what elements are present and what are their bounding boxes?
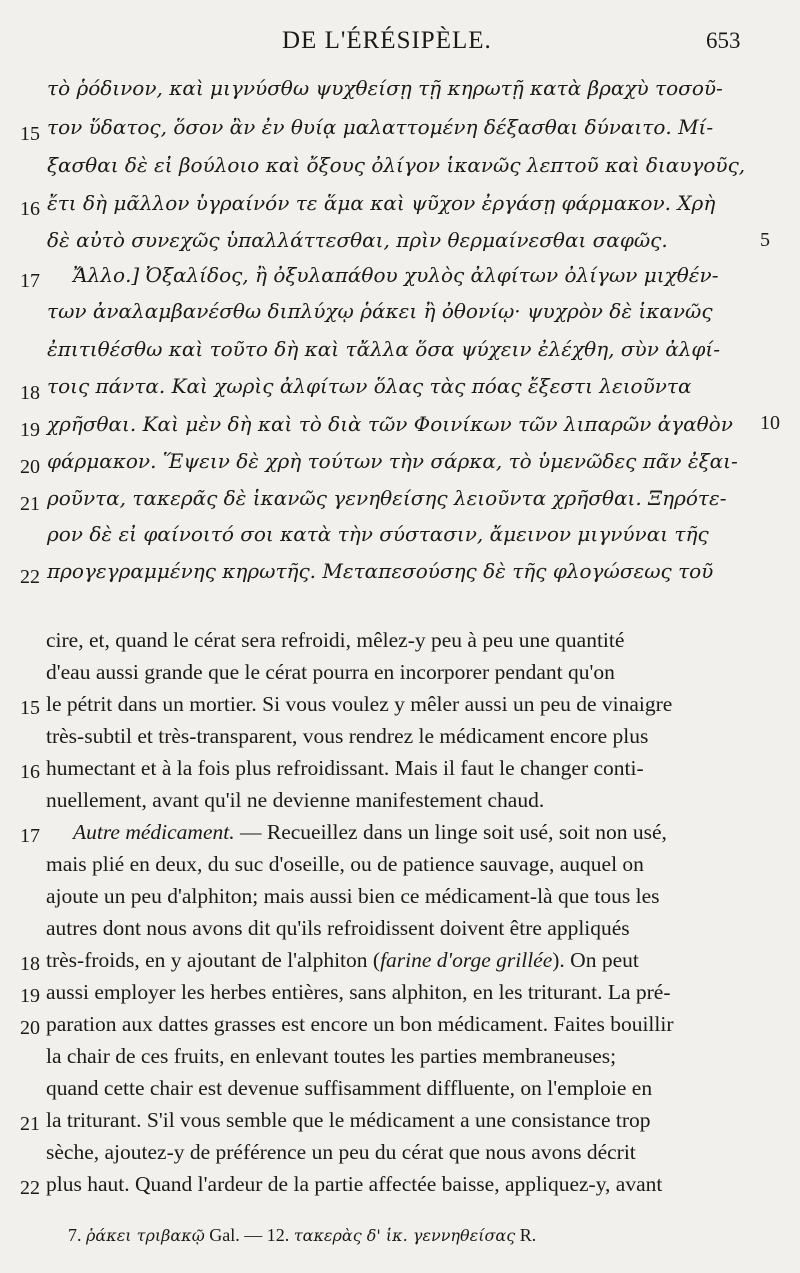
greek-margin-number: 16 [20, 198, 40, 220]
greek-line: τὸ ῥόδινον, καὶ μιγνύσθω ψυχθείσῃ τῇ κηρωτῇ κατὰ βραχὺ τοσοῦ- [47, 76, 723, 100]
french-line: la triturant. S'il vous semble que le médicament a une consistance trop [46, 1108, 651, 1132]
french-line: quand cette chair est devenue suffisamment diffluente, on l'emploie en [46, 1076, 653, 1100]
french-line: cire, et, quand le cérat sera refroidi, mêlez-y peu à peu une quantité [46, 628, 625, 652]
greek-line: ροῦντα, τακερᾶς δὲ ἱκανῶς γενηθείσης λειοῦντα χρῆσθαι. Ξηρότε- [47, 486, 727, 510]
french-line: nuellement, avant qu'il ne devienne manifestement chaud. [46, 788, 545, 812]
french-line-text: ). On peut [552, 948, 639, 972]
greek-line: φάρμακον. Ἕψειν δὲ χρὴ τούτων τὴν σάρκα, τὸ ὑμενῶδες πᾶν ἐξαι- [47, 449, 738, 473]
french-margin-number: 21 [20, 1113, 40, 1135]
greek-line: Ἄλλο.] Ὀξαλίδος, ἢ ὀξυλαπάθου χυλὸς ἀλφίτων ὀλίγων μιχθέν- [73, 263, 719, 287]
footnote-text: 7. [68, 1225, 86, 1245]
footnote-text: Gal. — 12. [204, 1225, 294, 1245]
greek-line: ἐπιτιθέσθω καὶ τοῦτο δὴ καὶ τἄλλα ὅσα ψύχειν ἐλέχθη, σὺν ἀλφί- [47, 337, 721, 361]
french-line: sèche, ajoutez-y de préférence un peu du cérat que nous avons décrit [46, 1140, 636, 1164]
greek-margin-number: 18 [20, 382, 40, 404]
greek-line: τον ὕδατος, ὅσον ἂν ἐν θυίᾳ μαλαττομένη δέξασθαι δύναιτο. Μί- [47, 115, 714, 139]
gloss: farine d'orge grillée [380, 948, 553, 972]
greek-margin-number: 21 [20, 493, 40, 515]
footnote-greek: τακερὰς δ' ἱκ. γεννηθείσας [293, 1226, 516, 1245]
french-margin-number: 22 [20, 1177, 40, 1199]
french-margin-number: 15 [20, 697, 40, 719]
greek-line-number: 5 [760, 229, 770, 251]
french-line-text: très-froids, en y ajoutant de l'alphiton ( [46, 948, 381, 972]
french-line [73, 816, 773, 848]
french-margin-number: 18 [20, 953, 40, 975]
footnote-text: R. [515, 1225, 537, 1245]
french-line: la chair de ces fruits, en enlevant toutes les parties membraneuses; [46, 1044, 617, 1068]
french-line: mais plié en deux, du suc d'oseille, ou de patience sauvage, auquel on [46, 852, 644, 876]
greek-line: των ἀναλαμβανέσθω διπλύχῳ ῥάκει ἢ ὀθονίῳ· ψυχρὸν δὲ ἱκανῶς [47, 299, 713, 323]
french-line [46, 944, 746, 976]
french-line: d'eau aussi grande que le cérat pourra en incorporer pendant qu'on [46, 660, 615, 684]
section-heading: Autre médicament. [73, 820, 235, 844]
footnote-greek: ῥάκει τριβακῷ [86, 1226, 205, 1245]
french-line: aussi employer les herbes entières, sans alphiton, en les triturant. La pré- [46, 980, 671, 1004]
greek-margin-number: 20 [20, 456, 40, 478]
french-line: le pétrit dans un mortier. Si vous voulez y mêler aussi un peu de vinaigre [46, 692, 673, 716]
french-line: ajoute un peu d'alphiton; mais aussi bien ce médicament-là que tous les [46, 884, 660, 908]
greek-line: ρον δὲ εἰ φαίνοιτό σοι κατὰ τὴν σύστασιν, ἄμεινον μιγνύναι τῆς [47, 522, 709, 546]
greek-margin-number: 19 [20, 419, 40, 441]
greek-margin-number: 22 [20, 566, 40, 588]
running-title: DE L'ÉRÉSIPÈLE. [282, 27, 492, 54]
french-margin-number: 16 [20, 761, 40, 783]
french-margin-number: 19 [20, 985, 40, 1007]
page-header [0, 27, 800, 63]
french-line: autres dont nous avons dit qu'ils refroidissent doivent être appliqués [46, 916, 630, 940]
greek-line: τοις πάντα. Καὶ χωρὶς ἀλφίτων ὅλας τὰς πόας ἔξεστι λειοῦντα [47, 374, 692, 398]
french-line: paration aux dattes grasses est encore un bon médicament. Faites bouillir [46, 1012, 674, 1036]
greek-line: χρῆσθαι. Καὶ μὲν δὴ καὶ τὸ διὰ τῶν Φοινίκων τῶν λιπαρῶν ἀγαθὸν [47, 412, 733, 436]
french-line: plus haut. Quand l'ardeur de la partie affectée baisse, appliquez-y, avant [46, 1172, 663, 1196]
greek-line: προγεγραμμένης κηρωτῆς. Μεταπεσούσης δὲ τῆς φλογώσεως τοῦ [47, 559, 714, 583]
greek-line: ξασθαι δὲ εἰ βούλοιο καὶ ὄξους ὀλίγον ἱκανῶς λεπτοῦ καὶ διαυγοῦς, [47, 153, 746, 177]
french-margin-number: 17 [20, 825, 40, 847]
french-line-text: — Recueillez dans un linge soit usé, soit non usé, [239, 820, 667, 844]
french-margin-number: 20 [20, 1017, 40, 1039]
page-number: 653 [706, 28, 741, 53]
greek-line: ἔτι δὴ μᾶλλον ὑγραίνόν τε ἅμα καὶ ψῦχον ἐργάσῃ φάρμακον. Χρὴ [47, 191, 716, 215]
greek-margin-number: 17 [20, 270, 40, 292]
greek-line-number: 10 [760, 412, 780, 434]
greek-line: δὲ αὐτὸ συνεχῶς ὑπαλλάττεσθαι, πρὶν θερμαίνεσθαι σαφῶς. [47, 228, 668, 252]
greek-margin-number: 15 [20, 123, 40, 145]
footnote [68, 1225, 748, 1246]
french-line: très-subtil et très-transparent, vous rendrez le médicament encore plus [46, 724, 649, 748]
french-line: humectant et à la fois plus refroidissant. Mais il faut le changer conti- [46, 756, 644, 780]
